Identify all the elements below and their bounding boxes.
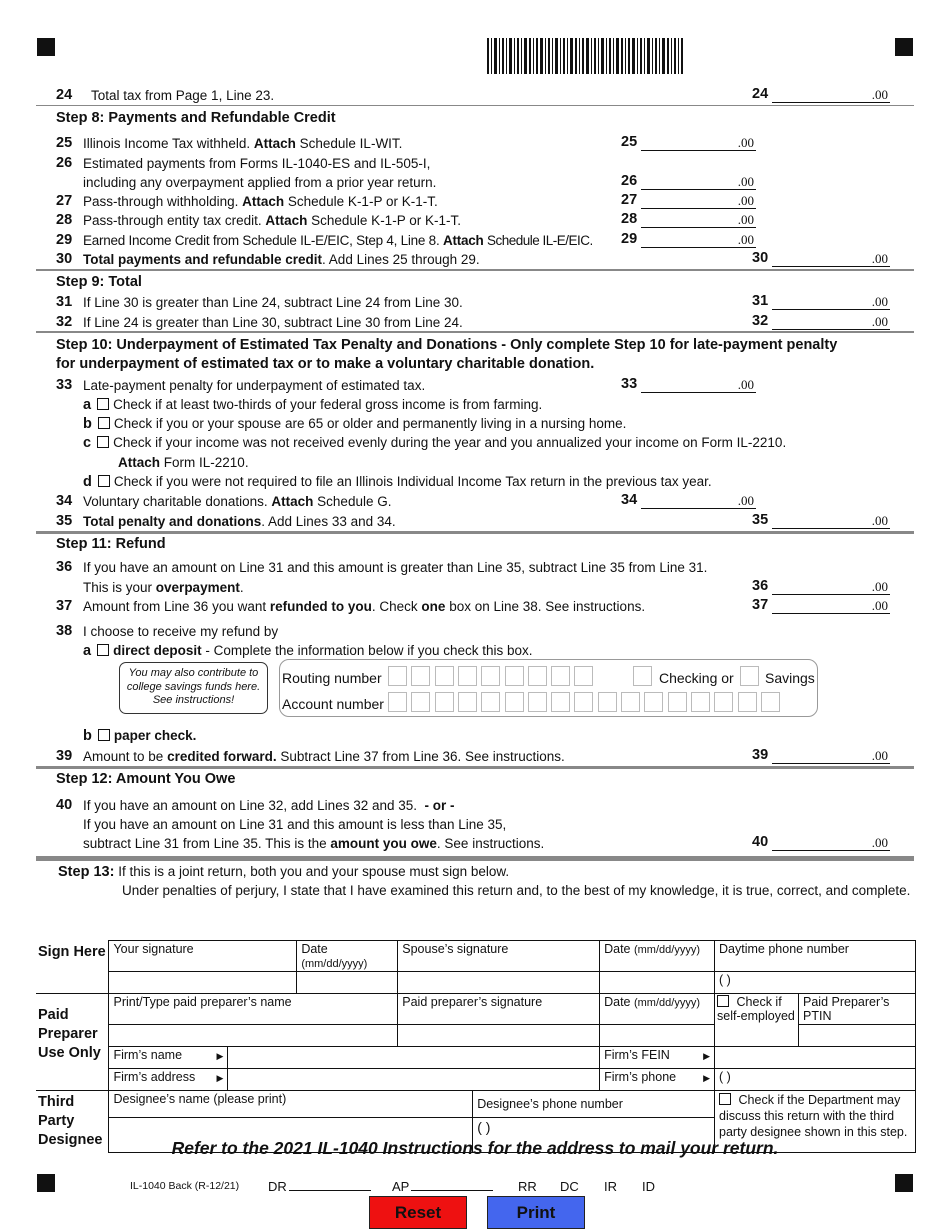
line-28-amount[interactable]: 28 .00 bbox=[621, 211, 754, 227]
designee-phone-field[interactable]: ( ) bbox=[473, 1118, 715, 1152]
line-30-amount[interactable]: 30 .00 bbox=[752, 250, 888, 266]
registration-mark-top-right bbox=[895, 38, 913, 56]
spouse-date-label: Date (mm/dd/yyyy) bbox=[600, 941, 715, 972]
line-29-amount[interactable]: 29 .00 bbox=[621, 231, 754, 247]
step-10-title-1: Step 10: Underpayment of Estimated Tax Penalty and Donations - Only complete Step 10 for late-payment penalty bbox=[56, 337, 838, 353]
account-digit-box[interactable] bbox=[505, 692, 524, 712]
step-8-title: Step 8: Payments and Refundable Credit bbox=[56, 110, 336, 126]
line-26-number: 26 bbox=[56, 155, 73, 171]
registration-mark-bottom-right bbox=[895, 1174, 913, 1192]
account-digit-box[interactable] bbox=[528, 692, 547, 712]
checking-label: Checking or bbox=[659, 670, 734, 686]
line-33c: c Check if your income was not received evenly during the year and you annualized your income on Form IL-2210. bbox=[83, 435, 787, 451]
designee-phone-label: Designee’s phone number bbox=[473, 1091, 715, 1118]
firms-phone-field[interactable]: ( ) bbox=[715, 1069, 916, 1091]
print-button[interactable]: Print bbox=[487, 1196, 585, 1229]
line-33-amount[interactable]: 33 .00 bbox=[621, 376, 754, 392]
step-11-title: Step 11: Refund bbox=[56, 536, 166, 552]
divider bbox=[36, 531, 914, 534]
date-label: Date (mm/dd/yyyy) bbox=[297, 941, 398, 972]
your-date-field[interactable] bbox=[297, 972, 398, 994]
divider bbox=[36, 105, 914, 106]
line-30-number: 30 bbox=[56, 251, 73, 267]
paid-preparer-label: Paid Preparer Use Only bbox=[36, 994, 109, 1091]
line-36-number: 36 bbox=[56, 559, 73, 575]
line-34-amount[interactable]: 34 .00 bbox=[621, 492, 754, 508]
ap-field[interactable]: AP bbox=[392, 1179, 493, 1194]
registration-mark-top-left bbox=[37, 38, 55, 56]
account-number-label: Account number bbox=[282, 696, 384, 712]
divider bbox=[36, 331, 914, 333]
account-digit-box[interactable] bbox=[598, 692, 617, 712]
step-10-title-2: for underpayment of estimated tax or to make a voluntary charitable donation. bbox=[56, 356, 595, 372]
account-digit-box[interactable] bbox=[551, 692, 570, 712]
your-signature-label: Your signature bbox=[109, 941, 297, 972]
routing-digit-box[interactable] bbox=[528, 666, 547, 686]
spouse-signature-field[interactable] bbox=[398, 972, 600, 994]
account-digit-box[interactable] bbox=[621, 692, 640, 712]
line-40-number: 40 bbox=[56, 797, 73, 813]
divider bbox=[36, 269, 914, 271]
line-38b: b paper check. bbox=[83, 728, 197, 744]
signature-table bbox=[36, 940, 916, 1153]
line-40-text-3: subtract Line 31 from Line 35. This is the amount you owe. See instructions. bbox=[83, 836, 545, 851]
account-digit-box[interactable] bbox=[691, 692, 710, 712]
routing-digit-box[interactable] bbox=[481, 666, 500, 686]
savings-label: Savings bbox=[765, 670, 815, 686]
id-label: ID bbox=[642, 1179, 655, 1194]
spouse-date-field[interactable] bbox=[600, 972, 715, 994]
routing-number-label: Routing number bbox=[282, 670, 382, 686]
routing-digit-box[interactable] bbox=[505, 666, 524, 686]
savings-checkbox[interactable] bbox=[740, 666, 759, 686]
firms-address-label: Firm’s address ▶ bbox=[109, 1069, 228, 1091]
line-38-number: 38 bbox=[56, 623, 73, 639]
line-39-number: 39 bbox=[56, 748, 73, 764]
line-24-number: 24 bbox=[56, 87, 73, 103]
checking-checkbox[interactable] bbox=[633, 666, 652, 686]
line-33a: a Check if at least two-thirds of your federal gross income is from farming. bbox=[83, 397, 543, 413]
reset-button[interactable]: Reset bbox=[369, 1196, 467, 1229]
line-34-number: 34 bbox=[56, 493, 73, 509]
preparer-name-label: Print/Type paid preparer’s name bbox=[109, 994, 398, 1025]
line-27-number: 27 bbox=[56, 193, 73, 209]
account-digit-box[interactable] bbox=[435, 692, 454, 712]
line-39-text: Amount to be credited forward. Subtract Line 37 from Line 36. See instructions. bbox=[83, 749, 565, 764]
registration-mark-bottom-left bbox=[37, 1174, 55, 1192]
firms-phone-label: Firm’s phone ▶ bbox=[600, 1069, 715, 1091]
line-24-amount[interactable]: 24 .00 bbox=[752, 86, 888, 102]
sign-here-label: Sign Here bbox=[36, 941, 109, 994]
account-digit-box[interactable] bbox=[574, 692, 593, 712]
firms-fein-label: Firm’s FEIN ▶ bbox=[600, 1047, 715, 1069]
direct-deposit-checkbox[interactable] bbox=[97, 644, 109, 656]
account-digit-box[interactable] bbox=[738, 692, 757, 712]
line-40-amount[interactable]: 40 .00 bbox=[752, 834, 888, 850]
dc-label: DC bbox=[560, 1179, 579, 1194]
line-38a: a direct deposit - Complete the information below if you check this box. bbox=[83, 643, 533, 659]
college-savings-note: You may also contribute to college savings funds here. See instructions! bbox=[119, 662, 268, 714]
line-33a-checkbox[interactable] bbox=[97, 398, 109, 410]
paper-check-checkbox[interactable] bbox=[98, 729, 110, 741]
line-34-text: Voluntary charitable donations. Attach Schedule G. bbox=[83, 494, 392, 509]
account-digit-box[interactable] bbox=[411, 692, 430, 712]
preparer-date-label: Date (mm/dd/yyyy) bbox=[600, 994, 715, 1025]
barcode-icon bbox=[487, 38, 683, 74]
line-30-text: Total payments and refundable credit. Add Lines 25 through 29. bbox=[83, 252, 480, 267]
line-26-text-1: Estimated payments from Forms IL-1040-ES and IL-505-I, bbox=[83, 156, 431, 171]
firms-name-field[interactable] bbox=[228, 1047, 600, 1069]
line-32-amount[interactable]: 32 .00 bbox=[752, 313, 888, 329]
line-25-amount[interactable]: 25 .00 bbox=[621, 134, 754, 150]
step-13-intro: Step 13: If this is a joint return, both you and your spouse must sign below. bbox=[58, 864, 510, 880]
line-37-amount[interactable]: 37 .00 bbox=[752, 597, 888, 613]
line-31-number: 31 bbox=[56, 294, 73, 310]
line-27-text: Pass-through withholding. Attach Schedule K-1-P or K-1-T. bbox=[83, 194, 438, 209]
account-digit-box[interactable] bbox=[458, 692, 477, 712]
line-29-number: 29 bbox=[56, 232, 73, 248]
rr-label: RR bbox=[518, 1179, 537, 1194]
line-28-number: 28 bbox=[56, 212, 73, 228]
line-28-text: Pass-through entity tax credit. Attach Schedule K-1-P or K-1-T. bbox=[83, 213, 461, 228]
line-33d: d Check if you were not required to file an Illinois Individual Income Tax return in the previous tax year. bbox=[83, 474, 712, 490]
self-employed-check[interactable]: Check if self-employed bbox=[715, 994, 799, 1047]
line-33b: b Check if you or your spouse are 65 or older and permanently living in a nursing home. bbox=[83, 416, 627, 432]
line-33-number: 33 bbox=[56, 377, 73, 393]
line-35-text: Total penalty and donations. Add Lines 33 and 34. bbox=[83, 514, 396, 529]
account-digit-box[interactable] bbox=[481, 692, 500, 712]
firms-fein-field[interactable] bbox=[715, 1047, 916, 1069]
line-25-number: 25 bbox=[56, 135, 73, 151]
account-digit-box[interactable] bbox=[644, 692, 663, 712]
account-digit-box[interactable] bbox=[714, 692, 733, 712]
line-32-number: 32 bbox=[56, 314, 73, 330]
line-35-number: 35 bbox=[56, 513, 73, 529]
routing-digit-box[interactable] bbox=[411, 666, 430, 686]
routing-digit-box[interactable] bbox=[388, 666, 407, 686]
mailing-instructions: Refer to the 2021 IL-1040 Instructions for the address to mail your return. bbox=[171, 1138, 779, 1158]
account-digit-box[interactable] bbox=[761, 692, 780, 712]
line-35-amount[interactable]: 35 .00 bbox=[752, 512, 888, 528]
firms-address-field[interactable] bbox=[228, 1069, 600, 1091]
account-digit-box[interactable] bbox=[668, 692, 687, 712]
line-36-text-1: If you have an amount on Line 31 and this amount is greater than Line 35, subtract Line 35 from Line 31. bbox=[83, 560, 708, 575]
ir-label: IR bbox=[604, 1179, 617, 1194]
line-39-amount[interactable]: 39 .00 bbox=[752, 747, 888, 763]
line-33b-checkbox[interactable] bbox=[98, 417, 110, 429]
firms-name-label: Firm’s name ▶ bbox=[109, 1047, 228, 1069]
line-36-text-2: This is your overpayment. bbox=[83, 580, 244, 595]
line-26-text-2: including any overpayment applied from a prior year return. bbox=[83, 175, 437, 190]
ptin-field[interactable] bbox=[799, 1025, 916, 1047]
line-40-text-1: If you have an amount on Line 32, add Lines 32 and 35. - or - bbox=[83, 798, 455, 813]
line-33-text: Late-payment penalty for underpayment of estimated tax. bbox=[83, 378, 426, 393]
preparer-date-field[interactable] bbox=[600, 1025, 715, 1047]
department-discuss-check[interactable]: Check if the Department may discuss this return with the third party designee shown in this step. bbox=[715, 1091, 916, 1153]
spouse-signature-label: Spouse’s signature bbox=[398, 941, 600, 972]
self-employed-checkbox[interactable] bbox=[717, 995, 729, 1007]
dr-field[interactable]: DR bbox=[268, 1179, 371, 1194]
divider bbox=[36, 766, 914, 769]
preparer-signature-label: Paid preparer’s signature bbox=[398, 994, 600, 1025]
line-24-text: Total tax from Page 1, Line 23. bbox=[91, 88, 275, 103]
daytime-phone-label: Daytime phone number bbox=[715, 941, 916, 972]
step-12-title: Step 12: Amount You Owe bbox=[56, 771, 236, 787]
department-discuss-checkbox[interactable] bbox=[719, 1093, 731, 1105]
line-27-amount[interactable]: 27 .00 bbox=[621, 192, 754, 208]
line-32-text: If Line 24 is greater than Line 30, subtract Line 30 from Line 24. bbox=[83, 315, 463, 330]
line-29-text: Earned Income Credit from Schedule IL-E/EIC, Step 4, Line 8. Attach Schedule IL-E/EIC. bbox=[83, 233, 593, 248]
third-party-designee-label: Third Party Designee bbox=[36, 1091, 109, 1153]
line-33c-checkbox[interactable] bbox=[97, 436, 109, 448]
form-id: IL-1040 Back (R-12/21) bbox=[130, 1180, 240, 1192]
ptin-label: Paid Preparer’s PTIN bbox=[799, 994, 916, 1025]
routing-digit-box[interactable] bbox=[435, 666, 454, 686]
your-signature-field[interactable] bbox=[109, 972, 297, 994]
account-digit-box[interactable] bbox=[388, 692, 407, 712]
preparer-signature-field[interactable] bbox=[398, 1025, 600, 1047]
line-31-text: If Line 30 is greater than Line 24, subtract Line 24 from Line 30. bbox=[83, 295, 463, 310]
preparer-name-field[interactable] bbox=[109, 1025, 398, 1047]
routing-digit-box[interactable] bbox=[551, 666, 570, 686]
line-33c-attach: Attach Form IL-2210. bbox=[118, 455, 249, 470]
line-38-text: I choose to receive my refund by bbox=[83, 624, 279, 639]
routing-digit-box[interactable] bbox=[574, 666, 593, 686]
line-26-amount[interactable]: 26 .00 bbox=[621, 173, 754, 189]
line-25-text: Illinois Income Tax withheld. Attach Schedule IL-WIT. bbox=[83, 136, 403, 151]
line-36-amount[interactable]: 36 .00 bbox=[752, 578, 888, 594]
step-9-title: Step 9: Total bbox=[56, 274, 142, 290]
daytime-phone-field[interactable]: ( ) bbox=[715, 972, 916, 994]
line-40-text-2: If you have an amount on Line 31 and this amount is less than Line 35, bbox=[83, 817, 507, 832]
line-33d-checkbox[interactable] bbox=[98, 475, 110, 487]
routing-digit-box[interactable] bbox=[458, 666, 477, 686]
perjury-statement: Under penalties of perjury, I state that I have examined this return and, to the best of my knowledge, it is true, correct, and complete. bbox=[122, 883, 911, 898]
designee-name-label: Designee’s name (please print) bbox=[109, 1091, 473, 1118]
divider bbox=[36, 856, 914, 861]
line-31-amount[interactable]: 31 .00 bbox=[752, 293, 888, 309]
line-37-text: Amount from Line 36 you want refunded to you. Check one box on Line 38. See instructions. bbox=[83, 599, 646, 614]
line-37-number: 37 bbox=[56, 598, 73, 614]
